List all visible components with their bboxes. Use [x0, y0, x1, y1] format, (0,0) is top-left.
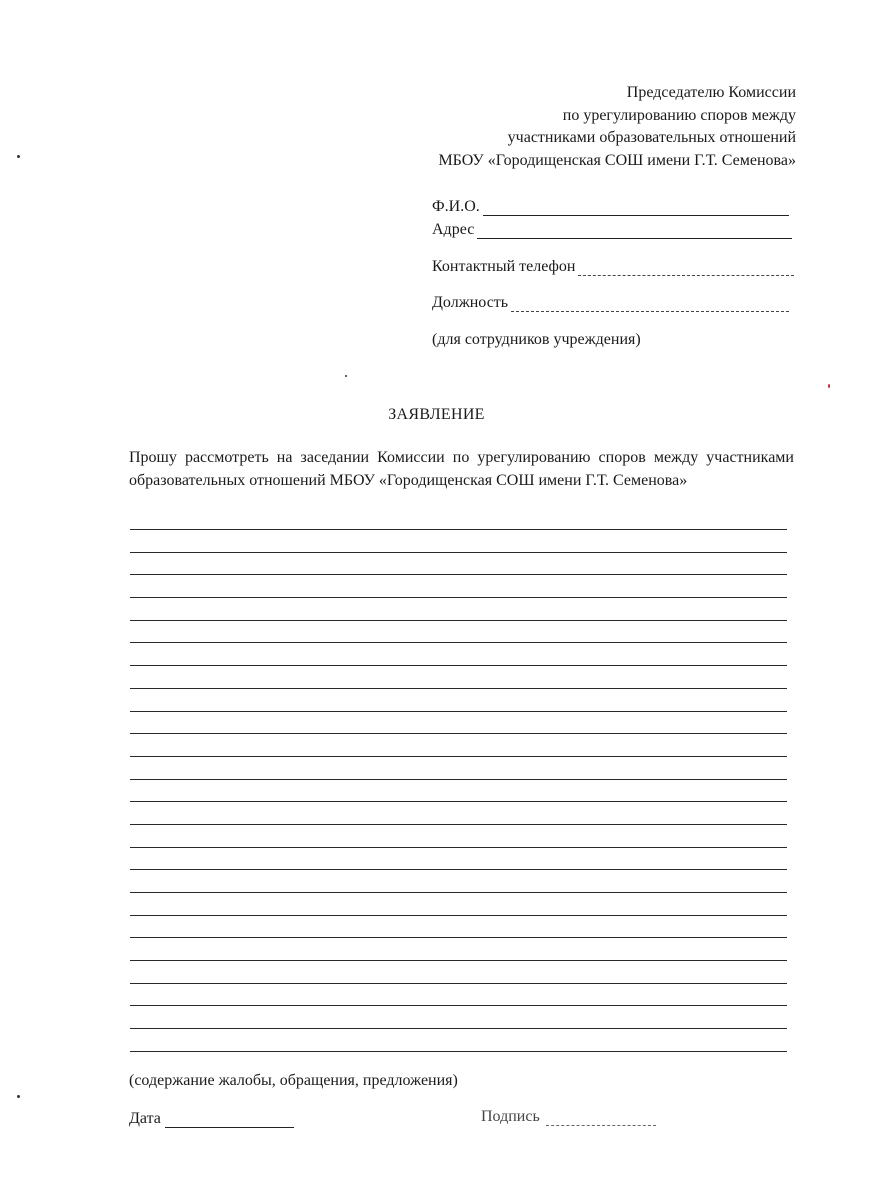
writing-line: [130, 756, 787, 779]
addressee-block: [438, 82, 796, 172]
address-label: Адрес: [432, 221, 475, 238]
writing-line: [130, 597, 787, 620]
request-paragraph: Прошу рассмотреть на заседании Комиссии по урегулированию споров между участниками образовательных отношений МБОУ «Городищенская СОШ имени Г.Т. Семенова»: [129, 449, 794, 489]
writing-line: [130, 1005, 787, 1028]
addressee-line-1: Председателю Комиссии: [626, 84, 796, 101]
addressee-line-2: по урегулированию споров между: [562, 106, 796, 124]
writing-line: [130, 574, 787, 597]
signature-field: [481, 1108, 656, 1126]
scan-speck: [17, 155, 20, 158]
address-field: [432, 221, 792, 239]
content-caption: (содержание жалобы, обращения, предложения): [129, 1072, 458, 1089]
writing-line: [130, 529, 787, 552]
fio-label: Ф.И.О.: [432, 198, 480, 215]
writing-line: [130, 1028, 787, 1051]
address-blank-line: [477, 224, 792, 239]
phone-field: [432, 258, 794, 276]
date-label: Дата: [129, 1110, 161, 1127]
writing-line: [130, 960, 787, 983]
writing-line: [130, 1051, 787, 1074]
writing-line: [130, 801, 787, 824]
writing-line: [130, 733, 787, 756]
date-field: [129, 1110, 294, 1128]
scan-speck: [345, 375, 347, 377]
phone-label: Контактный телефон: [432, 258, 576, 275]
scan-speck: [828, 384, 830, 388]
phone-blank-line: [578, 261, 794, 276]
staff-note: (для сотрудников учреждения): [432, 331, 641, 348]
writing-line: [130, 915, 787, 938]
signature-label: Подпись: [481, 1108, 540, 1125]
scan-speck: [17, 1095, 20, 1098]
writing-line: [130, 620, 787, 643]
writing-line: [130, 824, 787, 847]
writing-line: [130, 688, 787, 711]
document-title: ЗАЯВЛЕНИЕ: [388, 406, 485, 423]
writing-line: [130, 892, 787, 915]
position-field: [432, 294, 789, 312]
writing-line: [130, 983, 787, 1006]
writing-line: [130, 642, 787, 665]
signature-blank-line: [546, 1111, 656, 1126]
writing-line: [130, 937, 787, 960]
position-blank-line: [511, 297, 789, 312]
writing-line: [130, 869, 787, 892]
complaint-writing-area: [130, 529, 787, 1074]
position-label: Должность: [432, 294, 509, 311]
writing-line: [130, 847, 787, 870]
writing-line: [130, 779, 787, 802]
fio-blank-line: [483, 201, 789, 216]
date-blank-line: [165, 1113, 294, 1128]
addressee-line-3: участниками образовательных отношений: [507, 129, 796, 146]
addressee-line-4: МБОУ «Городищенская СОШ имени Г.Т. Семенова»: [438, 151, 796, 169]
writing-line: [130, 552, 787, 575]
writing-line: [130, 665, 787, 688]
fio-field: [432, 198, 789, 216]
writing-line: [130, 711, 787, 734]
